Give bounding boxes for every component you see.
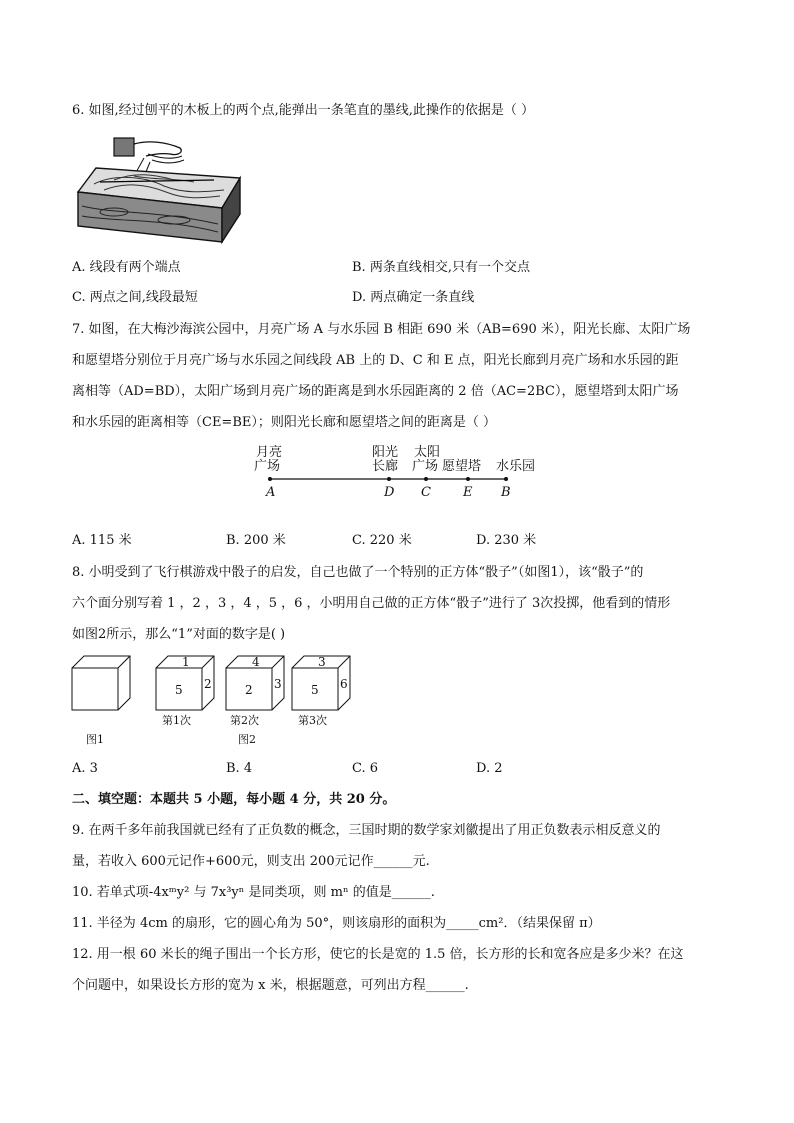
q7-point-e: E [463, 485, 473, 500]
q6-figure-wood-board [74, 134, 244, 252]
q8-fig1-caption: 图1 [86, 733, 104, 746]
q7-label-moon-1: 月亮 [256, 445, 283, 460]
q8-figure-dice [70, 652, 370, 748]
q7-label-water-park: 水乐园 [496, 459, 536, 474]
q7-point-d: D [384, 485, 395, 500]
q7-label-sun-corridor-2: 长廊 [372, 459, 399, 474]
q8-throw1-right: 2 [204, 677, 212, 691]
q8-throw1-top: 1 [182, 655, 190, 669]
q7-option-c: C. 220 米 [352, 533, 412, 548]
q7-option-d: D. 230 米 [476, 533, 537, 548]
q9-line-2: 量，若收入 600元记作+600元，则支出 200元记作______元. [72, 854, 430, 869]
q7-label-sun-plaza-1: 太阳 [414, 445, 441, 460]
q8-line-3: 如图2所示，那么“1”对面的数字是( ) [72, 627, 286, 642]
q7-option-b: B. 200 米 [226, 533, 286, 548]
q8-throw1-caption: 第1次 [162, 714, 191, 727]
section-2-heading: 二、填空题：本题共 5 小题，每小题 4 分，共 20 分。 [72, 792, 396, 807]
q8-line-2: 六个面分别写着 1 ，2 ，3 ，4 ，5 ，6 ，小明用自己做的正方体“骰子”进行了 3次投掷，他看到的情形 [72, 596, 671, 611]
q7-line-3: 离相等（AD=BD），太阳广场到月亮广场的距离是到水乐园距离的 2 倍（AC=2BC），愿望塔到太阳广场 [72, 384, 679, 399]
q8-fig2-caption: 图2 [238, 733, 256, 746]
q7-label-wish-tower: 愿望塔 [442, 459, 482, 474]
q8-throw3-front: 5 [311, 683, 319, 697]
q8-throw3-caption: 第3次 [298, 714, 327, 727]
q8-throw3-top: 3 [318, 655, 326, 669]
q8-option-a: A. 3 [72, 761, 98, 776]
q7-figure-number-line [250, 442, 550, 500]
q8-option-b: B. 4 [226, 761, 253, 776]
q8-throw1-front: 5 [175, 683, 183, 697]
q6-option-d: D. 两点确定一条直线 [352, 290, 475, 305]
q7-label-moon-2: 广场 [254, 459, 281, 474]
q7-label-sun-corridor-1: 阳光 [372, 445, 399, 460]
q12-line-1: 12. 用一根 60 米长的绳子围出一个长方形，使它的长是宽的 1.5 倍，长方形的长和宽各应是多少米？在这 [72, 947, 684, 962]
q7-option-a: A. 115 米 [72, 533, 132, 548]
q8-throw2-caption: 第2次 [230, 714, 259, 727]
q12-line-2: 个问题中，如果设长方形的宽为 x 米，根据题意，可列出方程______. [72, 978, 469, 993]
q7-point-c: C [421, 485, 431, 500]
q7-label-sun-plaza-2: 广场 [412, 459, 439, 474]
q7-line-2: 和愿望塔分别位于月亮广场与水乐园之间线段 AB 上的 D、C 和 E 点，阳光长廊到月亮广场和水乐园的距 [72, 353, 679, 368]
q10-text: 10. 若单式项-4xᵐy² 与 7x³yⁿ 是同类项，则 mⁿ 的值是______. [72, 885, 435, 900]
q7-point-b: B [501, 485, 511, 500]
q8-option-c: C. 6 [352, 761, 379, 776]
q7-point-a: A [266, 485, 276, 500]
q11-text: 11. 半径为 4cm 的扇形，它的圆心角为 50°，则该扇形的面积为_____cm²．（结果保留 π） [72, 916, 601, 931]
q8-throw3-right: 6 [340, 677, 348, 691]
q7-line-4: 和水乐园的距离相等（CE=BE）；则阳光长廊和愿望塔之间的距离是（ ） [72, 415, 497, 430]
q8-line-1: 8. 小明受到了飞行棋游戏中骰子的启发，自己也做了一个特别的正方体“骰子”（如图1），该“骰子”的 [72, 565, 644, 580]
q8-throw2-top: 4 [252, 655, 260, 669]
q8-throw2-right: 3 [274, 677, 282, 691]
q8-option-d: D. 2 [476, 761, 503, 776]
q6-option-a: A. 线段有两个端点 [72, 260, 181, 275]
q6-option-c: C. 两点之间,线段最短 [72, 290, 198, 305]
q9-line-1: 9. 在两千多年前我国就已经有了正负数的概念，三国时期的数学家刘徽提出了用正负数表示相反意义的 [72, 823, 661, 838]
q6-stem: 6. 如图,经过刨平的木板上的两个点,能弹出一条笔直的墨线,此操作的依据是（ ） [72, 103, 535, 118]
q6-option-b: B. 两条直线相交,只有一个交点 [352, 260, 530, 275]
q8-throw2-front: 2 [245, 683, 253, 697]
q7-line-1: 7. 如图，在大梅沙海滨公园中，月亮广场 A 与水乐园 B 相距 690 米（AB=690 米），阳光长廊、太阳广场 [72, 322, 691, 337]
